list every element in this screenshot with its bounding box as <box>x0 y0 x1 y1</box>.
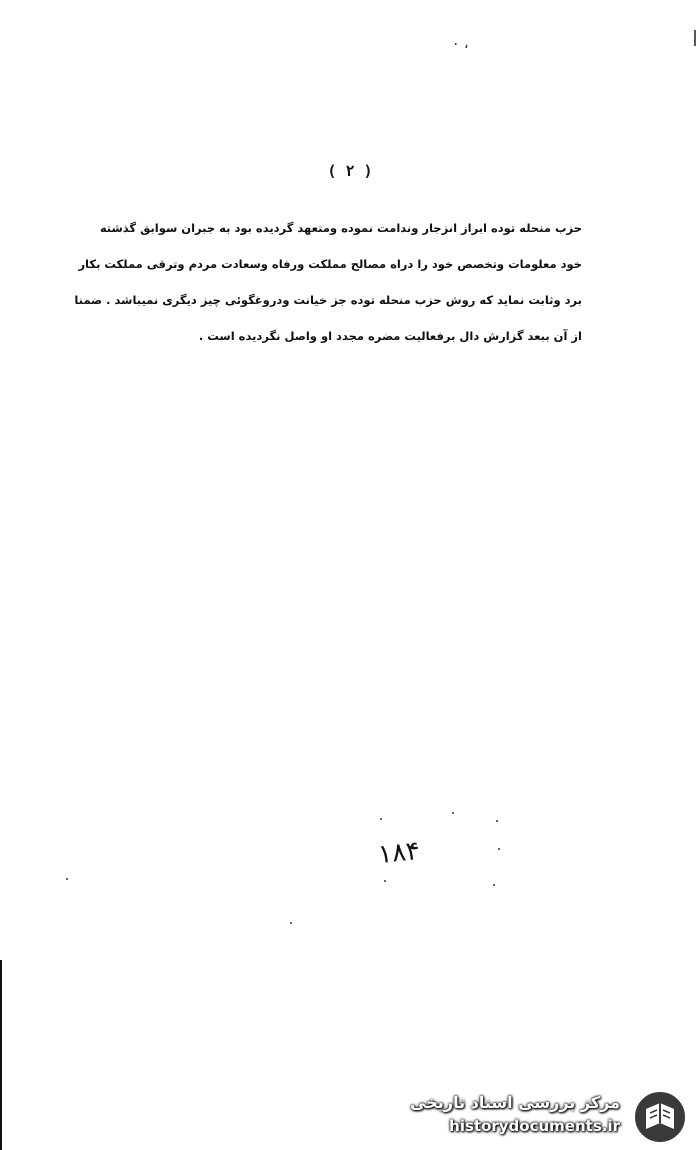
watermark-url: historydocuments.ir <box>449 1117 620 1135</box>
page-number: ( ۲ ) <box>327 162 373 180</box>
body-line: خود معلومات وتخصص خود را دراه مصالح مملکت ورفاه وسعادت مردم وترقی مملکت بکار <box>78 257 582 271</box>
scan-speck <box>380 818 382 820</box>
scan-speck <box>452 812 454 814</box>
scan-edge-line <box>0 960 2 1150</box>
scan-edge-mark <box>694 30 696 46</box>
watermark-title: مرکز بررسی اسناد تاریخی <box>410 1093 620 1112</box>
body-line: از آن ببعد گزارش دال برفعالیت مضره مجدد او واصل نگردیده است . <box>198 329 582 343</box>
document-body <box>22 210 582 354</box>
scan-speck <box>498 848 500 850</box>
body-line: حزب منحله توده ابراز انزجار وندامت نموده ومتعهد گردیده بود به جبران سوابق گذشته <box>99 221 582 235</box>
handwritten-page-number: ۱۸۴ <box>376 835 422 871</box>
scan-speck <box>493 884 495 886</box>
scan-speck <box>384 880 386 882</box>
scan-speck <box>66 878 68 880</box>
archive-watermark <box>410 1085 692 1145</box>
top-mark: ۰ ، <box>452 36 469 52</box>
scan-speck <box>496 820 498 822</box>
book-archive-icon <box>632 1089 688 1145</box>
scan-speck <box>290 922 292 924</box>
body-line: برد وثابت نماید که روش حزب منحله توده جز خیانت ودروغگوئی چیز دیگری نمیباشد . ضمنا <box>74 293 582 307</box>
